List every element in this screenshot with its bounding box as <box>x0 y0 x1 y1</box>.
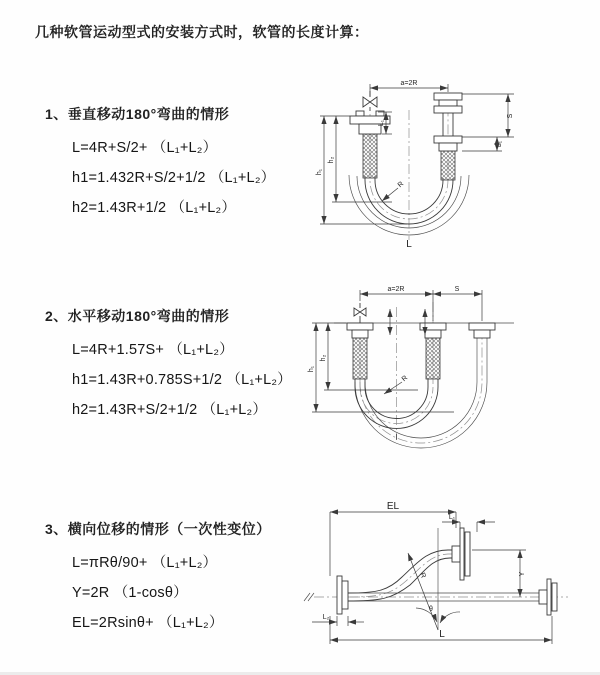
dim-label-r: R <box>418 571 427 580</box>
dim-label-a2r: a=2R <box>400 80 418 87</box>
dimension-l <box>330 616 552 644</box>
phantom-hose-arcs <box>355 337 487 448</box>
dim-label-s: S <box>454 286 460 293</box>
section-vertical-180 <box>45 104 315 223</box>
section-1-heading: 1、垂直移动180°弯曲的情形 <box>45 106 230 122</box>
dim-label-h1: h₁ <box>316 168 323 176</box>
dimension-l2 <box>312 614 364 626</box>
dim-label-l: L <box>406 239 412 250</box>
dim-label-r: R <box>400 374 410 384</box>
middle-fitting <box>420 323 446 338</box>
fitting-length-marks <box>390 309 425 335</box>
valve-icon <box>354 303 366 323</box>
dim-label-h2: h₂ <box>328 156 335 164</box>
left-flange <box>337 576 348 614</box>
section-3-heading: 3、横向位移的情形（一次性变位） <box>45 521 271 537</box>
dim-label-h2: h₂ <box>320 354 327 362</box>
page-title: 几种软管运动型式的安装方式时，软管的长度计算： <box>35 24 369 40</box>
diagram-horizontal-180-bend <box>306 277 556 467</box>
diagram-vertical-180-bend <box>312 72 562 262</box>
formula-line: L=4R+S/2+ （L₁+L₂） <box>72 140 218 156</box>
dimension-l1-right <box>462 137 503 151</box>
section-1-formulas <box>72 133 315 223</box>
dim-label-s: S <box>507 113 514 119</box>
diagram-lateral-displacement <box>298 498 598 660</box>
section-lateral-displacement <box>45 519 315 638</box>
upper-flange <box>452 528 470 580</box>
dimension-y <box>472 550 526 597</box>
dim-label-l: L <box>439 629 445 640</box>
section-2-heading: 2、水平移动180°弯曲的情形 <box>45 308 230 324</box>
dim-label-theta: θ <box>429 606 433 613</box>
formula-line: L=πRθ/90+ （L₁+L₂） <box>72 555 218 571</box>
left-fitting <box>347 323 373 338</box>
formula-line: L=4R+1.57S+ （L₁+L₂） <box>72 342 234 358</box>
dim-label-r: R <box>396 180 406 190</box>
section-3-formulas <box>72 548 315 638</box>
dimension-l1 <box>442 514 495 532</box>
dimension-s <box>462 94 514 137</box>
formula-line: EL=2Rsinθ+ （L₁+L₂） <box>72 615 224 631</box>
dim-label-l1: L₁ <box>448 514 456 521</box>
formula-line: h2=1.43R+1/2 （L₁+L₂） <box>72 200 237 216</box>
s-curve-hose <box>348 550 460 601</box>
dim-label-l2: L₂ <box>322 614 330 621</box>
dim-label-el: EL <box>386 501 400 512</box>
dim-label-h1: h₁ <box>308 365 315 373</box>
dim-label-l1: L₁ <box>496 140 503 148</box>
radius-r-callout <box>382 181 405 201</box>
dimension-s <box>433 286 482 294</box>
formula-line: h2=1.43R+S/2+1/2 （L₁+L₂） <box>72 402 268 418</box>
right-fitting <box>434 93 462 151</box>
formula-line: h1=1.43R+0.785S+1/2 （L₁+L₂） <box>72 372 292 388</box>
dim-label-l1: L₁ <box>378 119 385 127</box>
section-2-formulas <box>72 335 315 425</box>
dim-label-a2r: a=2R <box>387 286 405 293</box>
dimension-a2r <box>360 286 482 321</box>
section-horizontal-180 <box>45 306 315 425</box>
formula-line: h1=1.432R+S/2+1/2 （L₁+L₂） <box>72 170 276 186</box>
formula-line: Y=2R （1-cosθ） <box>72 585 188 601</box>
right-fitting-phantom <box>469 323 495 338</box>
dim-label-y: Y <box>519 571 526 577</box>
centerline-break-mark <box>304 593 314 601</box>
dimension-el <box>330 501 456 576</box>
